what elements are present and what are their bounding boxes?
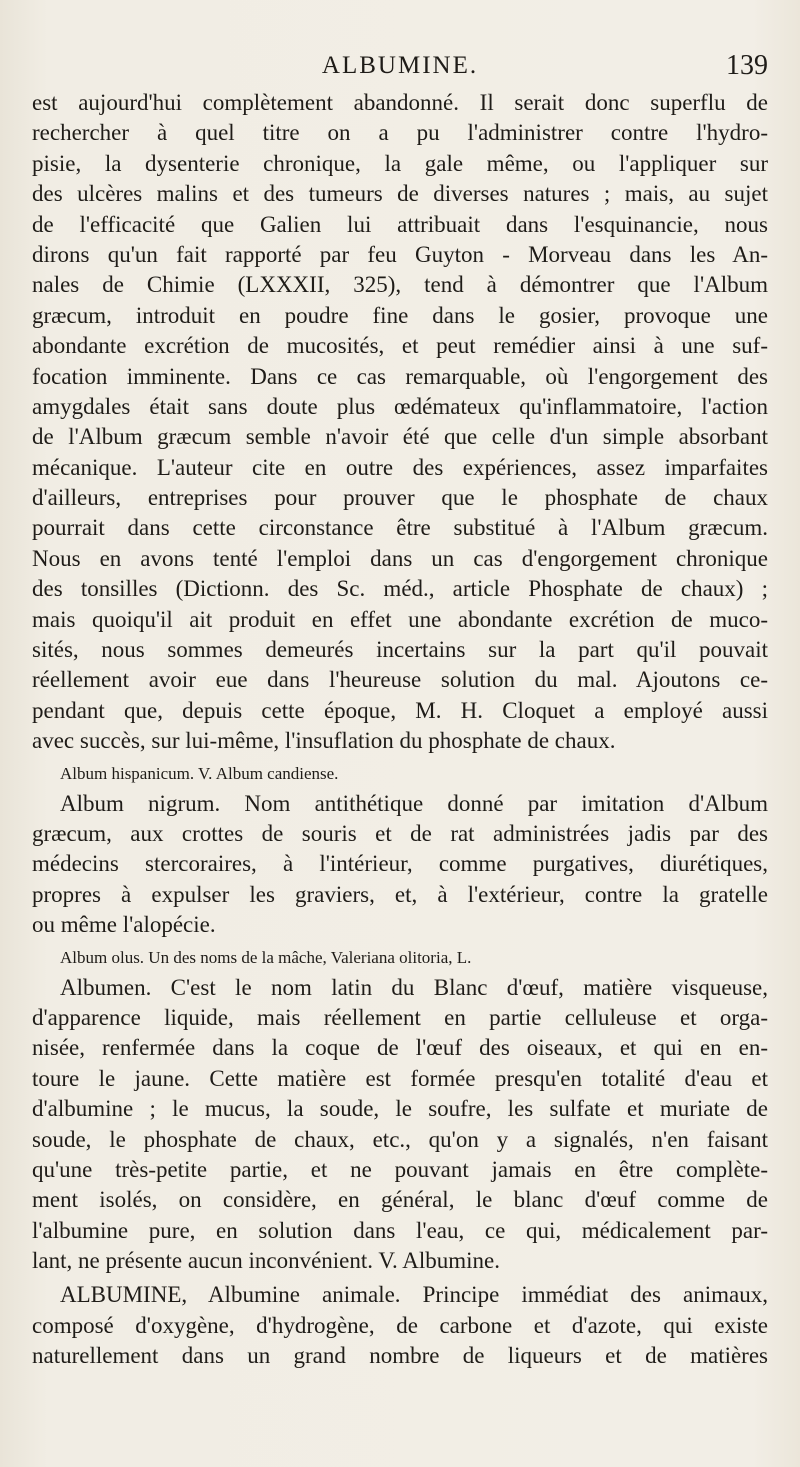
text-line: pendant que, depuis cette époque, M. H. Cloquet a employé aussi [32, 697, 768, 723]
text-line: amygdales était sans doute plus œdémateux qu'inflammatoire, l'action [32, 393, 768, 419]
page-number: 139 [726, 50, 768, 81]
text-line: médecins stercoraires, à l'intérieur, comme purgatives, diurétiques, [32, 851, 768, 877]
text-line: abondante excrétion de mucosités, et peut remédier ainsi à une suf- [32, 333, 768, 359]
page-header [32, 52, 768, 92]
text-line: mais quoiqu'il ait produit en effet une abondante excrétion de muco- [32, 606, 768, 632]
text-line: composé d'oxygène, d'hydrogène, de carbone et d'azote, qui existe [32, 1312, 768, 1338]
text-line: nales de Chimie (LXXXII, 325), tend à démontrer que l'Album [32, 272, 768, 298]
text-line: de l'efficacité que Galien lui attribuait dans l'esquinancie, nous [32, 211, 768, 237]
text-line: de l'Album græcum semble n'avoir été que celle d'un simple absorbant [32, 424, 768, 450]
text-line: Nous en avons tenté l'emploi dans un cas d'engorgement chronique [32, 545, 768, 571]
text-line: pourrait dans cette circonstance être substitué à l'Album græcum. [32, 515, 768, 541]
text-line: soude, le phosphate de chaux, etc., qu'on y a signalés, n'en faisant [32, 1126, 768, 1152]
text-line: sités, nous sommes demeurés incertains sur la part qu'il pouvait [32, 637, 768, 663]
entry-albumine: ALBUMINE, Albumine animale. Principe immédiat des animaux, [60, 1282, 768, 1308]
text-line: réellement avoir eue dans l'heureuse solution du mal. Ajoutons ce- [32, 667, 768, 693]
text-line: mécanique. L'auteur cite en outre des expériences, assez imparfaites [32, 454, 768, 480]
text-line: avec succès, sur lui-même, l'insuflation du phosphate de chaux. [32, 728, 616, 754]
text-line: des tonsilles (Dictionn. des Sc. méd., article Phosphate de chaux) ; [32, 576, 768, 602]
text-line: nisée, renfermée dans la coque de l'œuf des oiseaux, et qui en en- [32, 1035, 768, 1061]
text-line: d'ailleurs, entreprises pour prouver que le phosphate de chaux [32, 485, 768, 511]
text-line: focation imminente. Dans ce cas remarquable, où l'engorgement des [32, 363, 768, 389]
text-line: d'albumine ; le mucus, la soude, le soufre, les sulfate et muriate de [32, 1096, 768, 1122]
text-line: ou même l'alopécie. [32, 912, 216, 938]
text-line: naturellement dans un grand nombre de liqueurs et de matières [32, 1343, 768, 1369]
text-line: græcum, introduit en poudre fine dans le gosier, provoque une [32, 302, 768, 328]
text-line: toure le jaune. Cette matière est formée presqu'en totalité d'eau et [32, 1065, 768, 1091]
text-line: qu'une très-petite partie, et ne pouvant jamais en être complète- [32, 1156, 768, 1182]
text-line: propres à expulser les graviers, et, à l'extérieur, contre la gratelle [32, 881, 768, 907]
text-line: ment isolés, on considère, en général, le blanc d'œuf comme de [32, 1187, 768, 1213]
text-line: des ulcères malins et des tumeurs de diverses natures ; mais, au sujet [32, 181, 768, 207]
text-line: l'albumine pure, en solution dans l'eau, ce qui, médicalement par- [32, 1217, 768, 1243]
text-line: græcum, aux crottes de souris et de rat administrées jadis par des [32, 820, 768, 846]
text-line: rechercher à quel titre on a pu l'administrer contre l'hydro- [32, 120, 768, 146]
text-line: d'apparence liquide, mais réellement en partie celluleuse et orga- [32, 1004, 768, 1030]
text-line: dirons qu'un fait rapporté par feu Guyton - Morveau dans les An- [32, 241, 768, 267]
entry-album-hispanicum: Album hispanicum. V. Album candiense. [60, 763, 339, 783]
running-title: ALBUMINE. [321, 52, 479, 79]
entry-album-olus: Album olus. Un des noms de la mâche, Valeriana olitoria, L. [60, 947, 472, 967]
entry-albumen: Albumen. C'est le nom latin du Blanc d'œuf, matière visqueuse, [60, 974, 768, 1000]
entry-album-nigrum: Album nigrum. Nom antithétique donné par imitation d'Album [60, 790, 768, 816]
text-line: est aujourd'hui complètement abandonné. Il serait donc superflu de [32, 90, 768, 115]
body-text [32, 88, 768, 1372]
text-line: pisie, la dysenterie chronique, la gale même, ou l'appliquer sur [32, 150, 768, 176]
text-line: lant, ne présente aucun inconvénient. V. Albumine. [32, 1248, 500, 1274]
